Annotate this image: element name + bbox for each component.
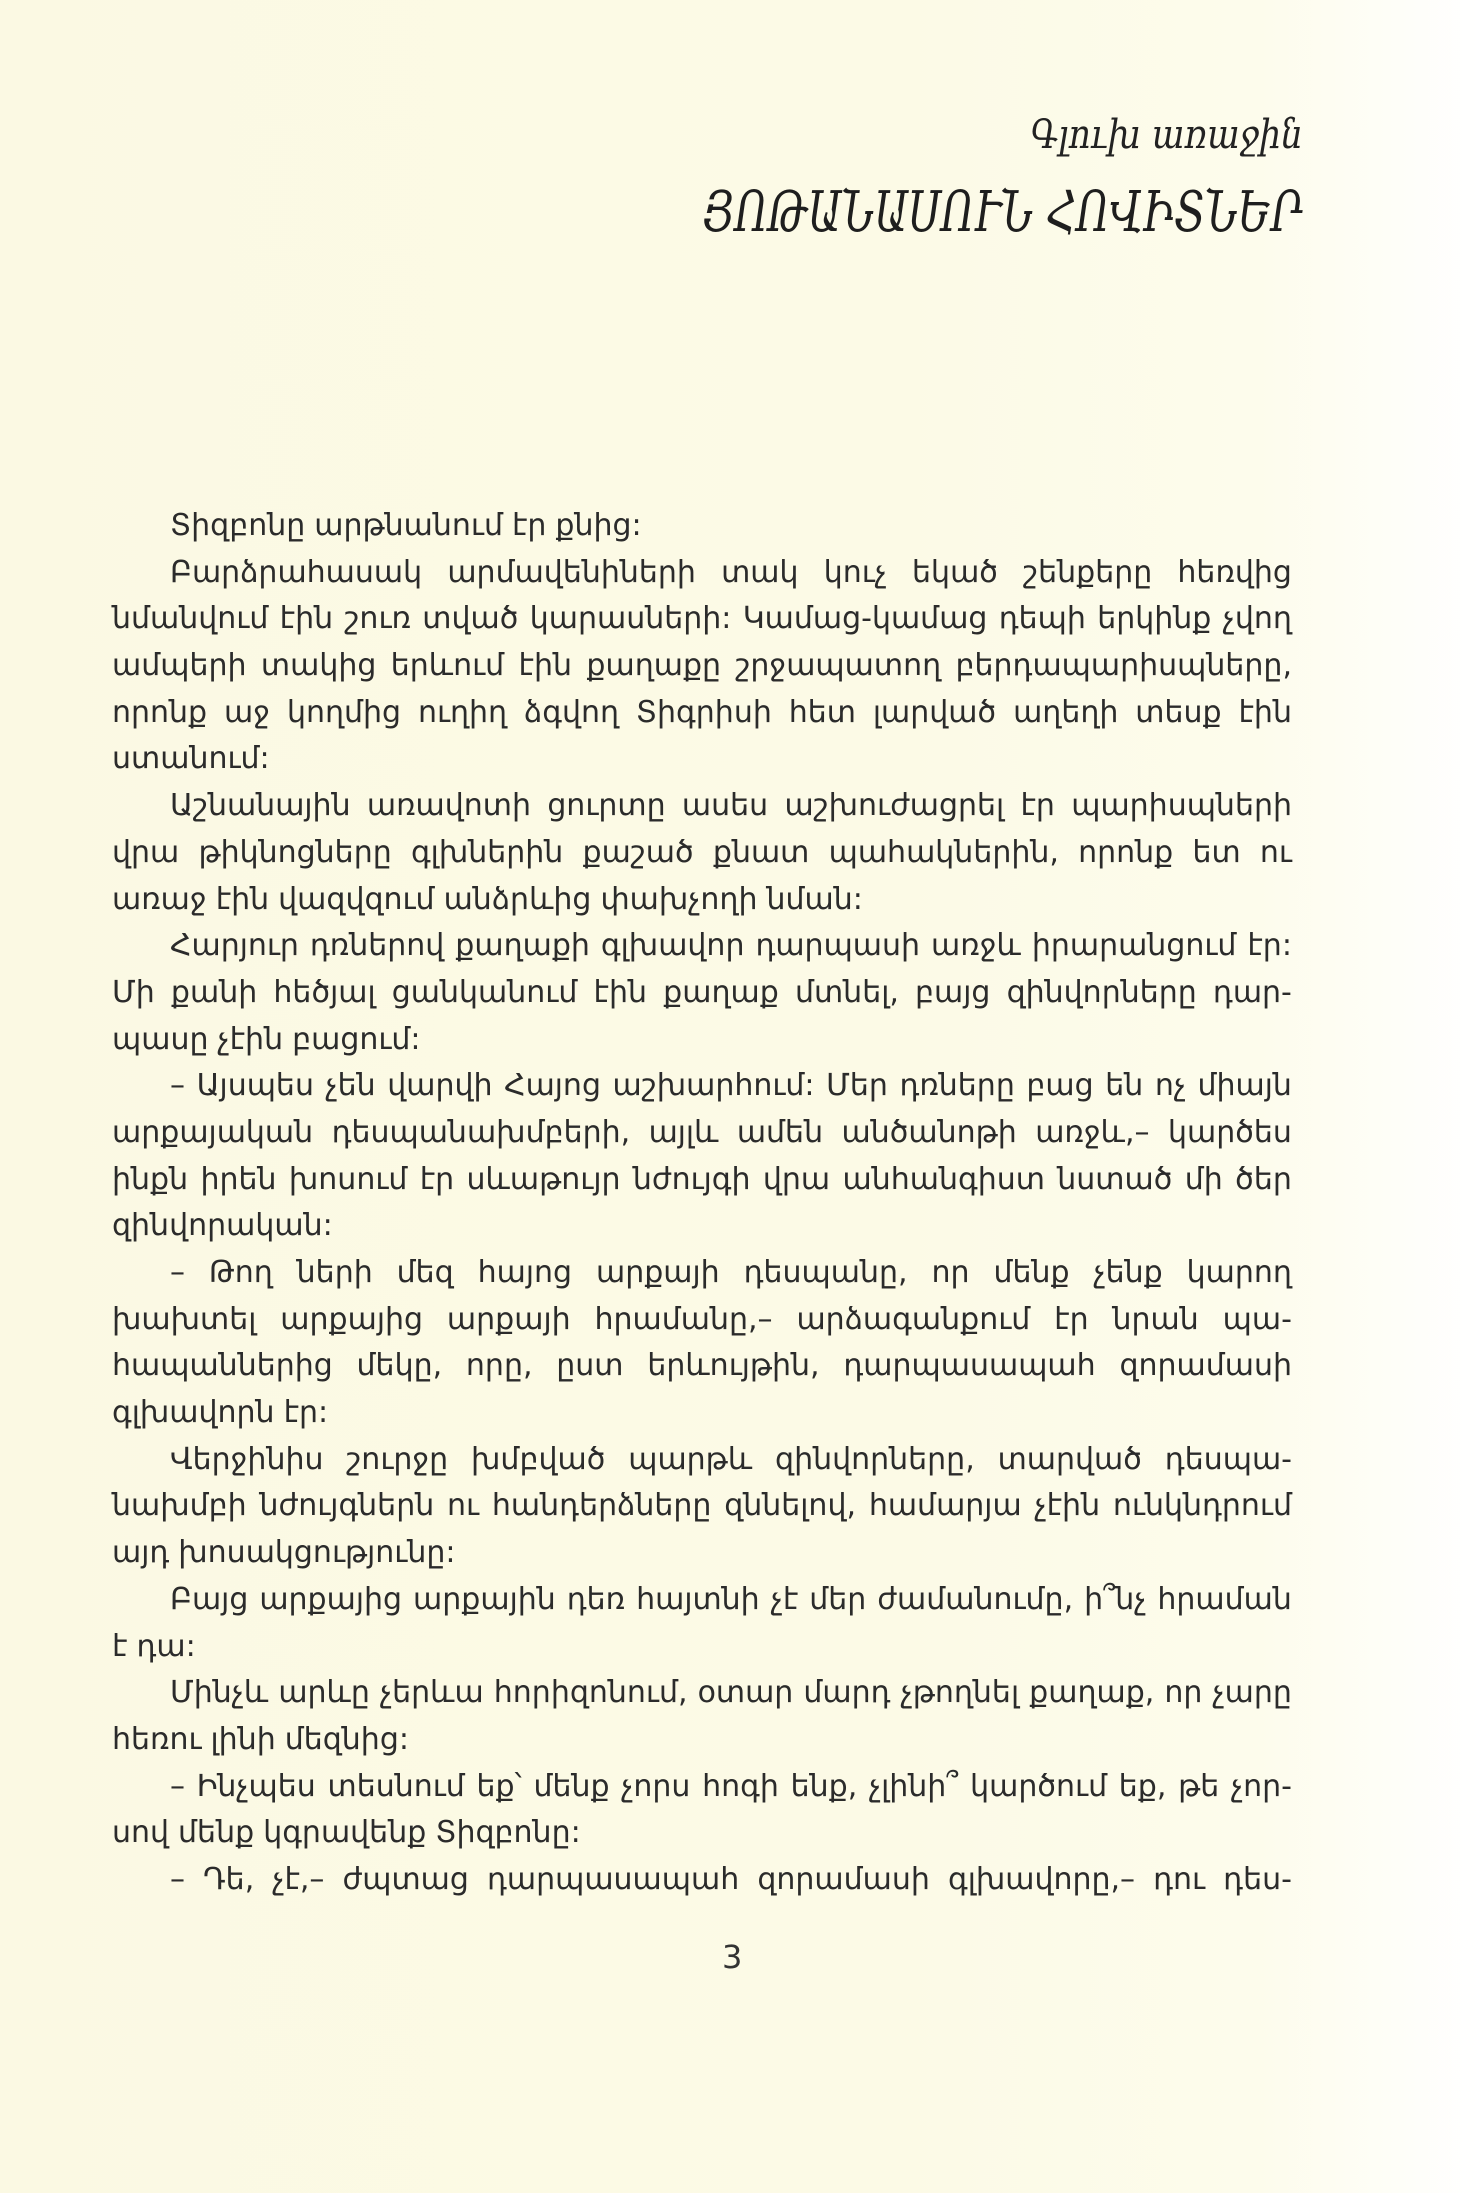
word: էր [511,508,547,543]
word: քանի [170,974,258,1010]
word: ու [1259,834,1292,870]
word: արքայից [280,1301,423,1337]
word: վրա [762,1161,831,1197]
word: ինքն [112,1161,189,1197]
word: որոնք [1078,834,1174,870]
text-line [112,1577,1292,1624]
word: դարպասի [755,928,921,964]
word: նստած [1057,1161,1173,1197]
word: պահակներին, [828,834,1059,870]
word: առջև [931,928,1021,964]
text-line [112,596,1292,643]
word: ոչ [1154,1068,1186,1104]
text-line [112,1110,1292,1157]
word: քնից: [555,508,642,543]
word: մենք [993,1255,1070,1290]
text-line [112,1017,1292,1064]
word: – [170,1768,185,1804]
word: դեսպա- [1164,1441,1292,1477]
word: կարող [1186,1255,1292,1290]
word: համարյա [868,1488,1022,1524]
word: խմբված [471,1441,606,1477]
word: ի՞նչ [1084,1581,1147,1617]
word: տակից [260,648,377,684]
word: կողմից [286,694,402,730]
word: սևաթույր [466,1161,621,1197]
word: նմանվում [112,601,269,637]
word: քաղաք, [1029,1675,1155,1711]
text-line [112,1157,1292,1204]
word: ժամանումը, [877,1581,1074,1617]
text-line [112,1437,1292,1484]
word: էր: [283,1395,329,1431]
word: Մի [112,974,155,1010]
word: մեզնից: [284,1721,409,1757]
word: արևը [278,1675,370,1711]
word: առջև,– [1035,1114,1150,1150]
word: նման: [766,881,863,917]
word: բերդապարիսպները, [955,648,1292,684]
word: մենք [533,1768,610,1804]
word: վազվզում [278,881,435,917]
word: արթնանում [314,508,503,543]
word: չէին [217,1021,284,1057]
text-line [112,1764,1292,1811]
word: Տիգրիսի [635,694,772,730]
word: ու [447,1488,480,1524]
word: զորամասի [1119,1348,1292,1384]
word: էր: [1247,928,1292,964]
text-line [112,550,1292,597]
word: նժույգի [632,1161,751,1197]
word: չէ,– [272,1861,325,1897]
word: հեծյալ [273,974,376,1010]
word: Մինչև [170,1675,269,1711]
chapter-title: ՅՈԹԱՆԱՍՈՒՆ ՀՈՎԻՏՆԵՐ [702,180,1303,245]
text-line [112,1857,1292,1904]
word: էին [593,974,647,1010]
word: տակ [721,554,799,590]
word: հրաման [1157,1581,1292,1617]
word: չոր- [1230,1768,1292,1804]
text-line [112,830,1292,877]
word: հեռու [112,1721,202,1757]
word: դար- [1212,974,1292,1010]
word: հրամանը,– [594,1301,773,1337]
text-line [112,923,1292,970]
word: կարծում [970,1768,1108,1804]
word: չերևա [379,1675,484,1711]
word: գլխավորն [112,1395,275,1431]
text-line [112,503,1292,550]
page-number: 3 [722,1938,743,1976]
text-line [112,1297,1292,1344]
word: – [170,1255,185,1290]
word: ամեն [736,1114,824,1150]
word: որոնք [112,694,208,730]
word: շրջապատող [735,648,942,684]
word: չեն [325,1068,376,1104]
word: վրա [112,834,180,870]
word: ըստ [556,1348,624,1384]
word: Բարձրահասակ [170,554,423,590]
word: բայց [915,974,991,1010]
word: հորիզոնում, [493,1675,688,1711]
body-text [112,503,1292,1904]
word: հայտնի [636,1581,760,1617]
word: շուռ [344,601,411,637]
word: հոգի [702,1768,779,1804]
word: Ինչպես [196,1768,316,1804]
word: էր [1054,1301,1089,1337]
word: աշխուժացրել [784,788,1005,824]
word: պա- [1222,1301,1292,1337]
word: մի [1184,1161,1223,1197]
word: եք՝ [476,1768,522,1804]
text-line [112,1810,1292,1857]
word: ստանում: [112,741,270,777]
word: արքայից [259,1581,403,1617]
word: զինվորները [1006,974,1197,1010]
text-line [112,690,1292,737]
word: դարպասապահ [843,1348,1096,1384]
word: բացում: [292,1021,421,1057]
word: զինվորները, [775,1441,975,1477]
word: աջ [224,694,271,730]
word: տեսք [1135,694,1222,730]
word: չլինի՞ [868,1768,959,1804]
text-line [112,1063,1292,1110]
word: անհանգիստ [842,1161,1045,1197]
word: էին [279,601,334,637]
word: լարված [872,694,997,730]
word: գլխավորը,– [947,1861,1136,1897]
word: էր [1020,788,1055,824]
word: կուչ [823,554,887,590]
word: ցուրտը [547,788,666,824]
word: եք, [1118,1768,1167,1804]
word: ուղիղ [417,694,508,730]
word: են [1105,1068,1144,1104]
word: պարթև [628,1441,753,1477]
word: դեպի [998,601,1086,637]
word: – [170,1068,185,1104]
word: էին [1238,694,1292,730]
word: չէին [1034,1488,1101,1524]
word: դեսպանախմբերի, [331,1114,631,1150]
word: որ [931,1255,970,1290]
word: Աշնանային [170,788,351,824]
word: ցանկանում [391,974,578,1010]
word: գլխավոր [600,928,745,964]
text-line [112,736,1292,783]
text-line [112,877,1292,924]
word: կարծես [1167,1114,1292,1150]
word: արքայի [446,1301,571,1337]
word: բաց [1026,1068,1094,1104]
word: զննելով, [724,1488,856,1524]
word: սով [112,1815,170,1851]
word: հապաններից [112,1348,333,1384]
word: կարասների: [529,601,732,637]
text-line [112,1670,1292,1717]
word: այլև [648,1114,719,1150]
word: հետ [788,694,856,730]
word: հանդերձները [491,1488,712,1524]
word: Վերջինիս [170,1441,324,1477]
word: պասը [112,1021,209,1057]
word: որը, [465,1348,533,1384]
text-line [112,970,1292,1017]
word: քնատ [712,834,810,870]
word: – [170,1861,185,1897]
word: թե [1178,1768,1220,1804]
word: դա: [136,1628,196,1664]
word: այդ [112,1535,170,1571]
word: աղեղի [1013,694,1119,730]
word: Հարյուր [170,928,299,964]
word: խոսում [288,1161,408,1197]
text-line [112,1483,1292,1530]
word: է [112,1628,128,1664]
word: երևույթին, [647,1348,820,1384]
text-line [112,1390,1292,1437]
word: ծեր [1235,1161,1292,1197]
word: չենք [1093,1255,1163,1290]
text-line [112,1530,1292,1577]
word: դեռ [566,1581,626,1617]
word: հայոց [477,1255,573,1290]
word: ենք, [790,1768,858,1804]
word: մեկը, [356,1348,443,1384]
word: քաղաքը [586,648,722,684]
word: որ [1164,1675,1203,1711]
word: արքայական [112,1114,314,1150]
word: չվող [1222,601,1292,637]
word: հեռվից [1177,554,1292,590]
word: անծանոթի [841,1114,1017,1150]
word: չարը [1212,1675,1292,1711]
word: առավոտի [366,788,532,824]
word: դռները [899,1068,1015,1104]
word: մեր [809,1581,867,1617]
word: Մեր [826,1068,888,1104]
word: Տիզբոնը [170,508,306,543]
word: ունկնդրում [1112,1488,1292,1524]
word: խախտել [112,1301,257,1337]
word: էր [419,1161,455,1197]
word: օտար [697,1675,794,1711]
word: երկինք [1097,601,1212,637]
word: գլխներին [410,834,564,870]
word: եկած [912,554,998,590]
word: ների [296,1255,373,1290]
word: դարպասապահ [486,1861,740,1897]
word: շուրջը [346,1441,449,1477]
word: էին [215,881,270,917]
word: իրեն [200,1161,277,1197]
text-line [112,1203,1292,1250]
word: նախմբի [112,1488,247,1524]
word: թիկնոցները [198,834,392,870]
word: դու [1153,1861,1206,1897]
word: պարիսպների [1071,788,1292,824]
word: անձրևից [443,881,592,917]
word: խոսակցությունը: [178,1535,456,1571]
word: դես- [1223,1861,1292,1897]
word: երևում [390,648,505,684]
word: մարդ [803,1675,891,1711]
text-line [112,643,1292,690]
word: տված [422,601,519,637]
text-line [112,1250,1292,1297]
word: զորամասի [757,1861,930,1897]
word: Հայոց [504,1068,601,1104]
word: նժույգներն [259,1488,435,1524]
word: չէ [770,1581,799,1617]
word: զինվորական: [112,1208,333,1244]
word: արքայի [595,1255,720,1290]
word: մտնել, [794,974,899,1010]
word: արձագանքում [796,1301,1031,1337]
word: առաջ [112,881,207,917]
word: քաղաքի [455,928,590,964]
text-line [112,1624,1292,1671]
word: չորս [621,1768,691,1804]
text-line [112,1343,1292,1390]
word: դեսպանը, [743,1255,908,1290]
word: մեզ [396,1255,454,1290]
word: ասես [681,788,769,824]
word: տարված [997,1441,1142,1477]
word: ամպերի [112,648,247,684]
word: շենքերը [1023,554,1153,590]
word: կգրավենք [263,1815,427,1851]
word: արմավենիների [447,554,696,590]
text-line [112,783,1292,830]
word: էին [518,648,573,684]
word: Տիզբոնը: [435,1815,581,1851]
word: ժպտաց [342,1861,469,1897]
word: Կամաց-կամաց [742,601,988,637]
word: նրան [1112,1301,1199,1337]
word: տեսնում [327,1768,465,1804]
word: վարվի [387,1068,493,1104]
word: Դե, [203,1861,255,1897]
word: փախչողի [600,881,758,917]
word: աշխարհում: [612,1068,815,1104]
word: մենք [178,1815,255,1851]
word: Թող [208,1255,273,1290]
chapter-label: Գլուխ առաջին [1030,112,1303,158]
word: չթողնել [900,1675,1020,1711]
word: քաղաք [663,974,779,1010]
word: քաշած [582,834,694,870]
text-line [112,1717,1292,1764]
word: արքային [413,1581,556,1617]
word: իրարանցում [1031,928,1237,964]
word: ձգվող [523,694,619,730]
word: Այսպես [196,1068,314,1104]
word: միայն [1197,1068,1292,1104]
word: ետ [1192,834,1241,870]
word: Բայց [170,1581,249,1617]
word: լինի [210,1721,276,1757]
word: դռներով [309,928,445,964]
